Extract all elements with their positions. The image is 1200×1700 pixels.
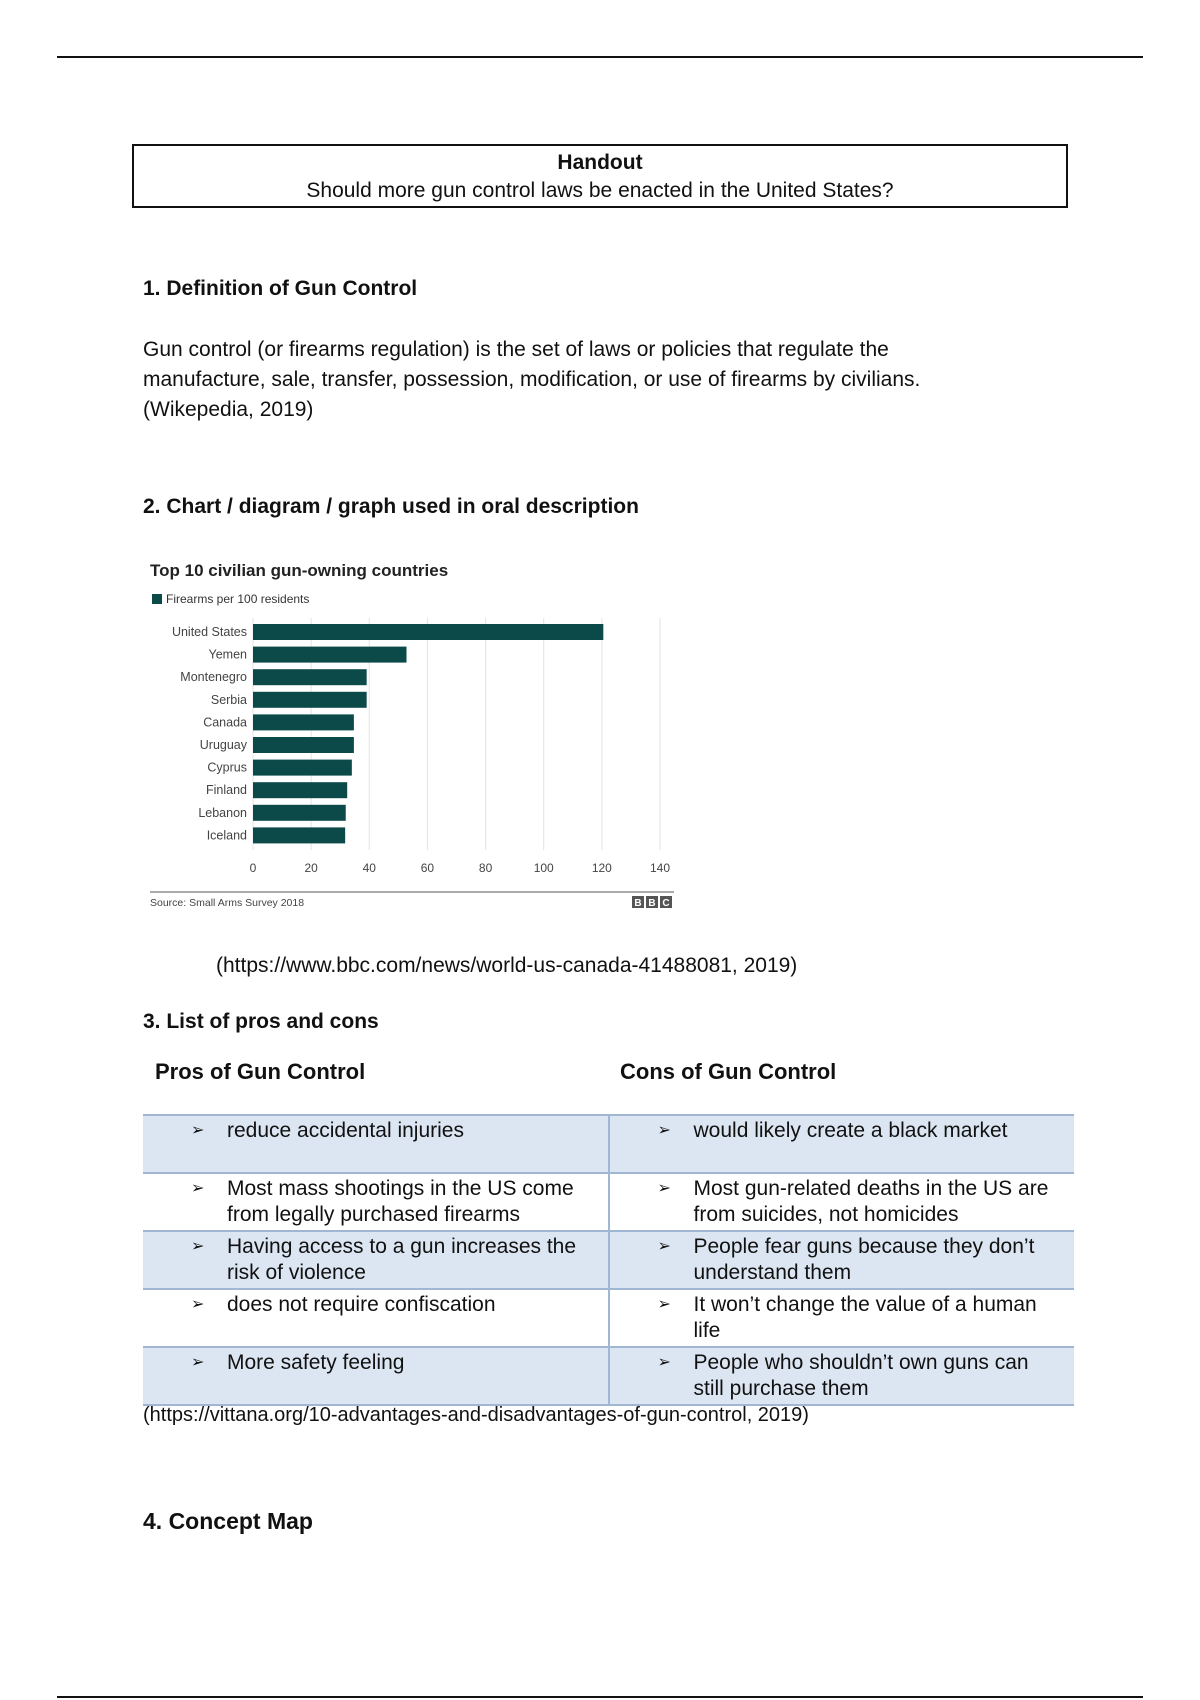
pros-cons-table: [143, 1114, 1074, 1406]
bar: [253, 782, 347, 798]
bar: [253, 624, 603, 640]
category-label: Canada: [203, 715, 247, 730]
con-cell: [609, 1289, 1075, 1347]
con-cell: [609, 1347, 1075, 1405]
pro-cell: [143, 1347, 609, 1405]
arrow-bullet-icon: ➢: [191, 1354, 205, 1371]
bar: [253, 760, 352, 776]
category-label: Montenegro: [180, 670, 247, 685]
category-label: Serbia: [210, 692, 247, 707]
section4-heading: 4. Concept Map: [143, 1508, 313, 1534]
section3-heading: 3. List of pros and cons: [143, 1010, 379, 1033]
category-label: Yemen: [208, 647, 247, 662]
chart-title: Top 10 civilian gun-owning countries: [150, 561, 449, 580]
x-tick-label: 20: [304, 861, 318, 875]
con-cell: [609, 1231, 1075, 1289]
section1-heading: 1. Definition of Gun Control: [143, 277, 418, 300]
bar: [253, 827, 345, 843]
cons-heading: Cons of Gun Control: [620, 1059, 837, 1084]
table-row: [143, 1289, 1074, 1347]
con-cell: [609, 1115, 1075, 1173]
x-tick-label: 140: [649, 861, 671, 875]
legend-swatch: [152, 594, 162, 604]
pro-cell: [143, 1173, 609, 1231]
pro-text: Having access to a gun increases the risk of violence: [227, 1235, 577, 1284]
bbc-logo-letter: B: [648, 898, 656, 909]
con-text: would likely create a black market: [693, 1119, 1008, 1142]
bar: [253, 737, 354, 753]
category-label: Uruguay: [199, 738, 247, 752]
con-text: People fear guns because they don’t understand them: [693, 1235, 1035, 1284]
chart-source: Source: Small Arms Survey 2018: [150, 897, 305, 909]
bar: [253, 805, 346, 821]
arrow-bullet-icon: ➢: [657, 1296, 671, 1313]
definition-line: manufacture, sale, transfer, possession, modification, or use of firearms by civilians.: [143, 368, 921, 391]
arrow-bullet-icon: ➢: [657, 1354, 671, 1371]
handout-title: Handout: [557, 151, 643, 174]
con-text: People who shouldn’t own guns can still purchase them: [693, 1351, 1029, 1400]
x-tick-label: 80: [478, 861, 493, 875]
bbc-logo-letter: C: [662, 898, 670, 909]
chart-svg: [146, 558, 686, 910]
con-cell: [609, 1173, 1075, 1231]
chart-source-url: (https://www.bbc.com/news/world-us-canada-41488081, 2019): [216, 954, 798, 977]
x-tick-label: 100: [533, 861, 554, 875]
arrow-bullet-icon: ➢: [657, 1180, 671, 1197]
arrow-bullet-icon: ➢: [657, 1122, 671, 1139]
table-row: [143, 1115, 1074, 1173]
pros-heading: Pros of Gun Control: [155, 1059, 366, 1084]
pro-cell: [143, 1115, 609, 1173]
arrow-bullet-icon: ➢: [191, 1238, 205, 1255]
table-source-url: (https://vittana.org/10-advantages-and-disadvantages-of-gun-control, 2019): [143, 1404, 809, 1426]
bar: [253, 714, 354, 730]
bbc-logo-letter: B: [634, 898, 642, 909]
table-row: [143, 1347, 1074, 1405]
category-label: Finland: [206, 783, 247, 798]
definition-line: Gun control (or firearms regulation) is the set of laws or policies that regulate the: [143, 338, 889, 361]
pro-cell: [143, 1231, 609, 1289]
arrow-bullet-icon: ➢: [191, 1122, 205, 1139]
definition-text: [143, 335, 1043, 425]
handout-box: [132, 144, 1068, 208]
x-tick-label: 40: [362, 861, 376, 875]
top-rule: [57, 56, 1143, 58]
section2-heading: 2. Chart / diagram / graph used in oral description: [143, 495, 639, 518]
legend-label: Firearms per 100 residents: [166, 592, 310, 606]
handout-question: Should more gun control laws be enacted in the United States?: [306, 179, 894, 202]
table-row: [143, 1231, 1074, 1289]
arrow-bullet-icon: ➢: [191, 1180, 205, 1197]
con-text: It won’t change the value of a human life: [693, 1293, 1037, 1342]
con-text: Most gun-related deaths in the US are from suicides, not homicides: [693, 1177, 1049, 1226]
bar-chart: [146, 558, 686, 910]
pro-text: Most mass shootings in the US come from legally purchased firearms: [227, 1177, 574, 1226]
pro-text: does not require confiscation: [227, 1293, 496, 1316]
bar: [253, 692, 367, 708]
x-tick-label: 120: [591, 861, 612, 875]
pro-text: More safety feeling: [227, 1351, 405, 1374]
pro-cell: [143, 1289, 609, 1347]
category-label: Iceland: [206, 828, 247, 843]
arrow-bullet-icon: ➢: [191, 1296, 205, 1313]
category-label: Lebanon: [198, 805, 247, 820]
table-row: [143, 1173, 1074, 1231]
definition-line: (Wikepedia, 2019): [143, 398, 314, 421]
bar: [253, 647, 406, 663]
bar: [253, 669, 367, 685]
x-tick-label: 0: [249, 861, 257, 875]
arrow-bullet-icon: ➢: [657, 1238, 671, 1255]
category-label: United States: [171, 625, 247, 639]
category-label: Cyprus: [207, 760, 247, 775]
pro-text: reduce accidental injuries: [227, 1119, 464, 1142]
bottom-rule: [57, 1696, 1143, 1698]
x-tick-label: 60: [420, 861, 435, 875]
